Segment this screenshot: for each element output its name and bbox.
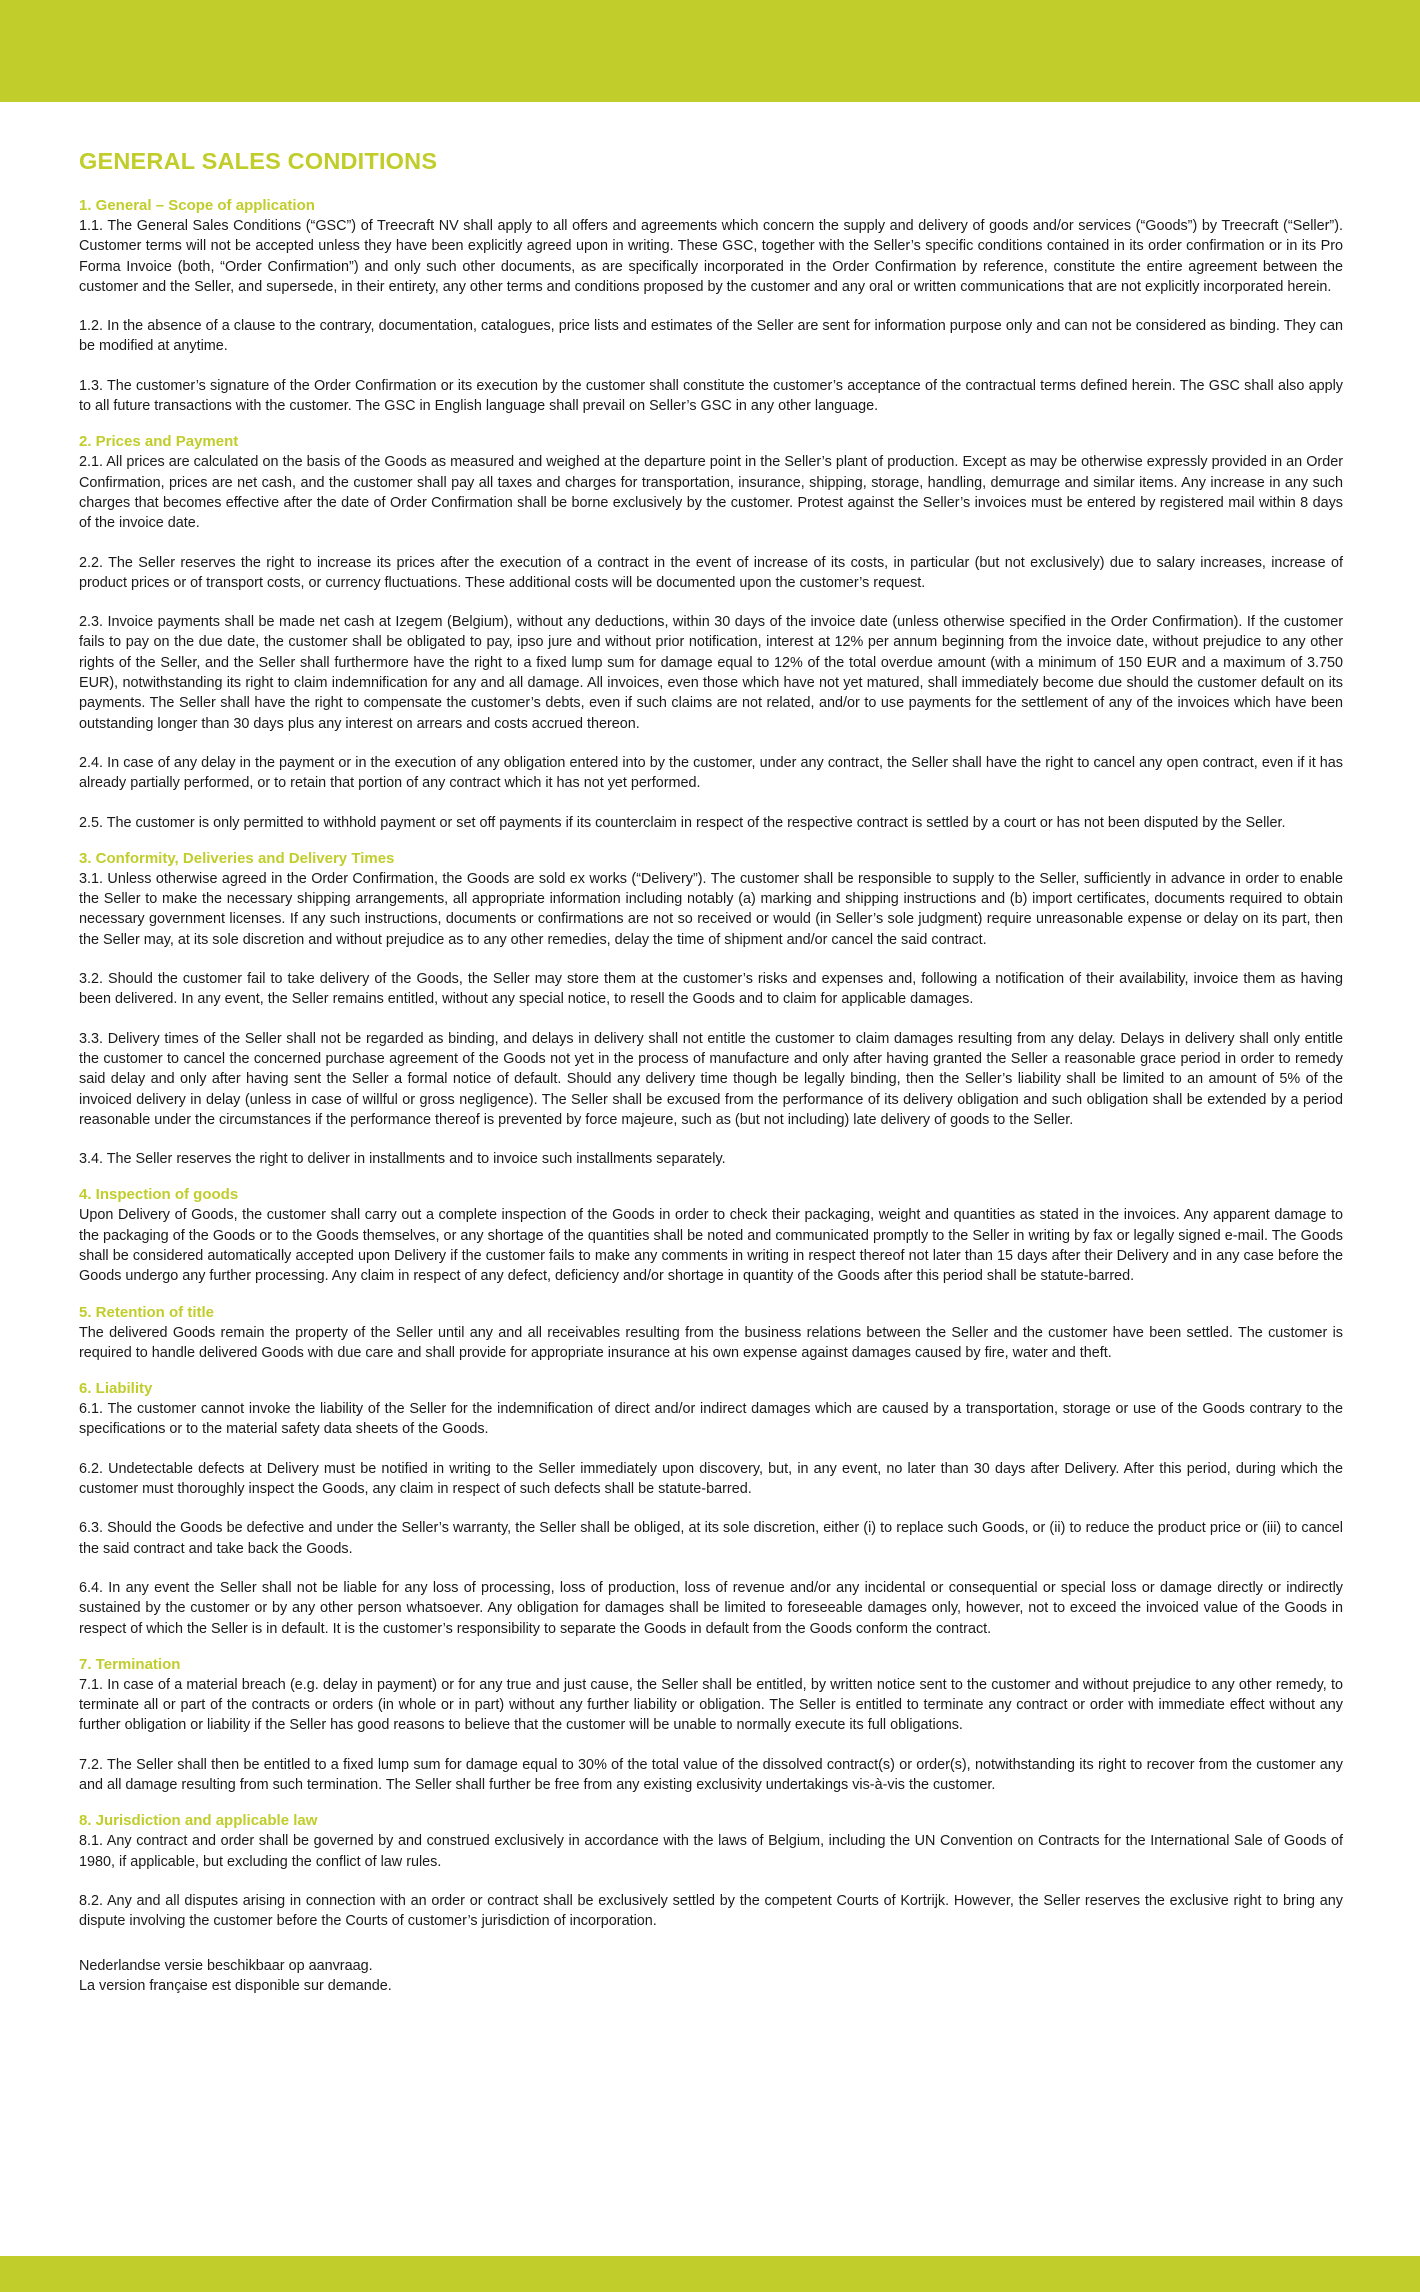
section-6 [79, 1379, 1343, 1639]
section-3 [79, 849, 1343, 1170]
clause-paragraph: 2.4. In case of any delay in the payment or in the execution of any obligation entered into by the customer, under any contract, the Seller shall have the right to cancel any open contract, even if it has already partially performed, or to retain that portion of any contract which it has not yet performed. [79, 754, 1343, 792]
section-heading: 7. Termination [79, 1655, 181, 1673]
dutch-version-note: Nederlandse versie beschikbaar op aanvraag. [79, 1957, 373, 1974]
clause-paragraph: 2.1. All prices are calculated on the basis of the Goods as measured and weighed at the departure point in the Seller’s plant of production. Except as may be otherwise expressly provided in an Order Confirmation, prices are net cash, and the customer shall pay all taxes and charges for transportation, insurance, shipping, storage, handling, demurrage and similar items. Any increase in any such charges that becomes effective after the date of Order Confirmation shall be borne exclusively by the customer. Protest against the Seller’s invoices must be entered by registered mail within 8 days of the invoice date. [79, 454, 1343, 532]
section-5 [79, 1303, 1343, 1364]
language-notes [79, 1956, 1343, 1997]
clause-paragraph: 2.2. The Seller reserves the right to increase its prices after the execution of a contract in the event of increase of its costs, in particular (but not exclusively) due to salary increases, increase of product prices or of transport costs, or currency fluctuations. These additional costs will be documented upon the customer’s request. [79, 554, 1343, 591]
section-heading: 6. Liability [79, 1380, 153, 1398]
section-heading: 1. General – Scope of application [79, 197, 315, 214]
sections-container [79, 196, 1343, 1932]
clause-paragraph: 1.2. In the absence of a clause to the contrary, documentation, catalogues, price lists and estimates of the Seller are sent for information purpose only and can not be considered as binding. They can be modified at anytime. [79, 318, 1343, 355]
clause-paragraph: 2.5. The customer is only permitted to withhold payment or set off payments if its counterclaim in respect of the respective contract is settled by a court or has not been disputed by the Seller. [79, 814, 1286, 831]
bottom-color-band [0, 2256, 1420, 2292]
section-heading: 3. Conformity, Deliveries and Delivery Times [79, 849, 395, 867]
document-body [79, 146, 1343, 1996]
clause-paragraph: Upon Delivery of Goods, the customer shall carry out a complete inspection of the Goods in order to check their packaging, weight and quantities as stated in the invoices. Any apparent damage to the packaging of the Goods or to the Goods themselves, or any shortage of the quantities shall be noted and communicated promptly to the Seller in writing by fax or legally signed e-mail. The Goods shall be considered automatically accepted upon Delivery if the customer fails to make any comments in writing in respect thereof not later than 15 days after their Delivery and in any case before the Goods undergo any further processing. Any claim in respect of any defect, deficiency and/or shortage in quantity of the Goods after this period shall be statute-barred. [79, 1207, 1343, 1285]
section-8 [79, 1811, 1343, 1931]
section-heading: 4. Inspection of goods [79, 1186, 239, 1204]
clause-paragraph: 3.1. Unless otherwise agreed in the Order Confirmation, the Goods are sold ex works (“Delivery”). The customer shall be responsible to supply to the Seller, sufficiently in advance in order to enable the Seller to make the necessary shipping arrangements, all appropriate information including notably (a) marking and shipping instructions and (b) import certificates, documents required to obtain necessary government licenses. If any such instructions, documents or confirmations are not so received or would (in Seller’s sole judgment) require unreasonable expense or delay on its part, then the Seller may, at its sole discretion and without prejudice as to any other remedies, delay the time of shipment and/or cancel the said contract. [79, 870, 1343, 948]
top-color-band [0, 0, 1420, 102]
section-7 [79, 1655, 1343, 1795]
page-title: GENERAL SALES CONDITIONS [79, 148, 438, 174]
french-version-note: La version française est disponible sur demande. [79, 1977, 392, 1994]
clause-paragraph: 8.2. Any and all disputes arising in connection with an order or contract shall be exclusively settled by the competent Courts of Kortrijk. However, the Seller reserves the exclusive right to bring any dispute involving the customer before the Courts of customer’s jurisdiction of incorporation. [79, 1892, 1343, 1930]
section-4 [79, 1185, 1343, 1286]
section-heading: 8. Jurisdiction and applicable law [79, 1812, 318, 1830]
clause-paragraph: 7.2. The Seller shall then be entitled to a fixed lump sum for damage equal to 30% of the total value of the dissolved contract(s) or order(s), notwithstanding its right to recover from the customer any and all damage resulting from such termination. The Seller shall further be free from any existing exclusivity undertakings vis-à-vis the customer. [79, 1756, 1343, 1794]
clause-paragraph: 6.4. In any event the Seller shall not be liable for any loss of processing, loss of production, loss of revenue and/or any incidental or consequential or special loss or damage directly or indirectly sustained by the customer or by any other person whatsoever. Any obligation for damages shall be limited to foreseeable damages only, however, not to exceed the invoiced value of the Goods in respect of which the Seller is in default. It is the customer’s responsibility to separate the Goods in default from the Goods conform the contract. [79, 1579, 1343, 1637]
section-heading: 2. Prices and Payment [79, 433, 239, 451]
clause-paragraph: 6.1. The customer cannot invoke the liability of the Seller for the indemnification of direct and/or indirect damages which are caused by a transportation, storage or use of the Goods contrary to the specifications or to the material safety data sheets of the Goods. [79, 1401, 1343, 1438]
clause-paragraph: 3.3. Delivery times of the Seller shall not be regarded as binding, and delays in delivery shall not entitle the customer to claim damages resulting from any delay. Delays in delivery shall only entitle the customer to cancel the concerned purchase agreement of the Goods not yet in the process of manufacture and only after having granted the Seller a reasonable grace period in order to remedy said delay and only after having sent the Seller a formal notice of default. Should any delivery time though be legally binding, then the Seller’s liability shall be limited to an amount of 5% of the invoiced delivery in delay (unless in case of willful or gross negligence). The Seller shall be excused from the performance of its delivery obligation and such obligation shall be extended by a period reasonable under the circumstances if the performance thereof is prevented by force majeure, such as (but not including) late delivery of goods to the Seller. [79, 1030, 1343, 1128]
section-1 [79, 196, 1343, 416]
clause-paragraph: 1.3. The customer’s signature of the Order Confirmation or its execution by the customer shall constitute the customer’s acceptance of the contractual terms defined herein. The GSC shall also apply to all future transactions with the customer. The GSC in English language shall prevail on Seller’s GSC in any other language. [79, 377, 1343, 415]
clause-paragraph: 6.3. Should the Goods be defective and under the Seller’s warranty, the Seller shall be obliged, at its sole discretion, either (i) to replace such Goods, or (ii) to reduce the product price or (iii) to cancel the said contract and take back the Goods. [79, 1520, 1343, 1557]
clause-paragraph: 7.1. In case of a material breach (e.g. delay in payment) or for any true and just cause, the Seller shall be entitled, by written notice sent to the customer and without prejudice to any other remedy, to terminate all or part of the contracts or orders (in whole or in part) without any further liability or obligation. The Seller is entitled to terminate any contract or order with immediate effect without any further obligation or liability if the Seller has good reasons to believe that the customer will be unable to normally execute its full obligations. [79, 1676, 1343, 1734]
clause-paragraph: 3.2. Should the customer fail to take delivery of the Goods, the Seller may store them at the customer’s risks and expenses and, following a notification of their availability, invoice them as having been delivered. In any event, the Seller remains entitled, without any special notice, to resell the Goods and to claim for applicable damages. [79, 971, 1343, 1008]
clause-paragraph: 8.1. Any contract and order shall be governed by and construed exclusively in accordance with the laws of Belgium, including the UN Convention on Contracts for the International Sale of Goods of 1980, if applicable, but excluding the conflict of law rules. [79, 1833, 1343, 1870]
clause-paragraph: 1.1. The General Sales Conditions (“GSC”) of Treecraft NV shall apply to all offers and agreements which concern the supply and delivery of goods and/or services (“Goods”) by Treecraft (“Seller”). Customer terms will not be accepted unless they have been explicitly agreed upon in writing. These GSC, together with the Seller’s specific conditions contained in its order confirmation or in its Pro Forma Invoice (both, “Order Confirmation”) and only such other documents, as are specifically incorporated in the Order Confirmation by reference, constitute the entire agreement between the customer and the Seller, and supersede, in their entirety, any other terms and conditions proposed by the customer and any oral or written communications that are not explicitly incorporated herein. [79, 218, 1343, 295]
clause-paragraph: The delivered Goods remain the property of the Seller until any and all receivables resulting from the business relations between the Seller and the customer have been settled. The customer is required to handle delivered Goods with due care and shall provide for appropriate insurance at his own expense against damages caused by fire, water and theft. [79, 1324, 1343, 1361]
clause-paragraph: 3.4. The Seller reserves the right to deliver in installments and to invoice such installments separately. [79, 1151, 726, 1168]
section-2 [79, 432, 1343, 832]
section-heading: 5. Retention of title [79, 1303, 214, 1321]
clause-paragraph: 6.2. Undetectable defects at Delivery must be notified in writing to the Seller immediately upon discovery, but, in any event, no later than 30 days after Delivery. After this period, during which the customer must thoroughly inspect the Goods, any claim in respect of such defects shall be statute-barred. [79, 1460, 1343, 1498]
clause-paragraph: 2.3. Invoice payments shall be made net cash at Izegem (Belgium), without any deductions, within 30 days of the invoice date (unless otherwise specified in the Order Confirmation). If the customer fails to pay on the due date, the customer shall be obligated to pay, ipso jure and without prior notification, interest at 12% per annum beginning from the invoice date, without prejudice to any other rights of the Seller, and the Seller shall furthermore have the right to a fixed lump sum for damage equal to 12% of the total overdue amount (with a minimum of 150 EUR and a maximum of 3.750 EUR), notwithstanding its right to claim indemnification for any and all damage. All invoices, even those which have not yet matured, shall immediately become due should the customer default on its payments. The Seller shall have the right to compensate the customer’s debts, even if such claims are not related, and/or to use payments for the settlement of any of the invoices which have been outstanding longer than 30 days plus any interest on arrears and costs accrued thereon. [79, 614, 1343, 732]
